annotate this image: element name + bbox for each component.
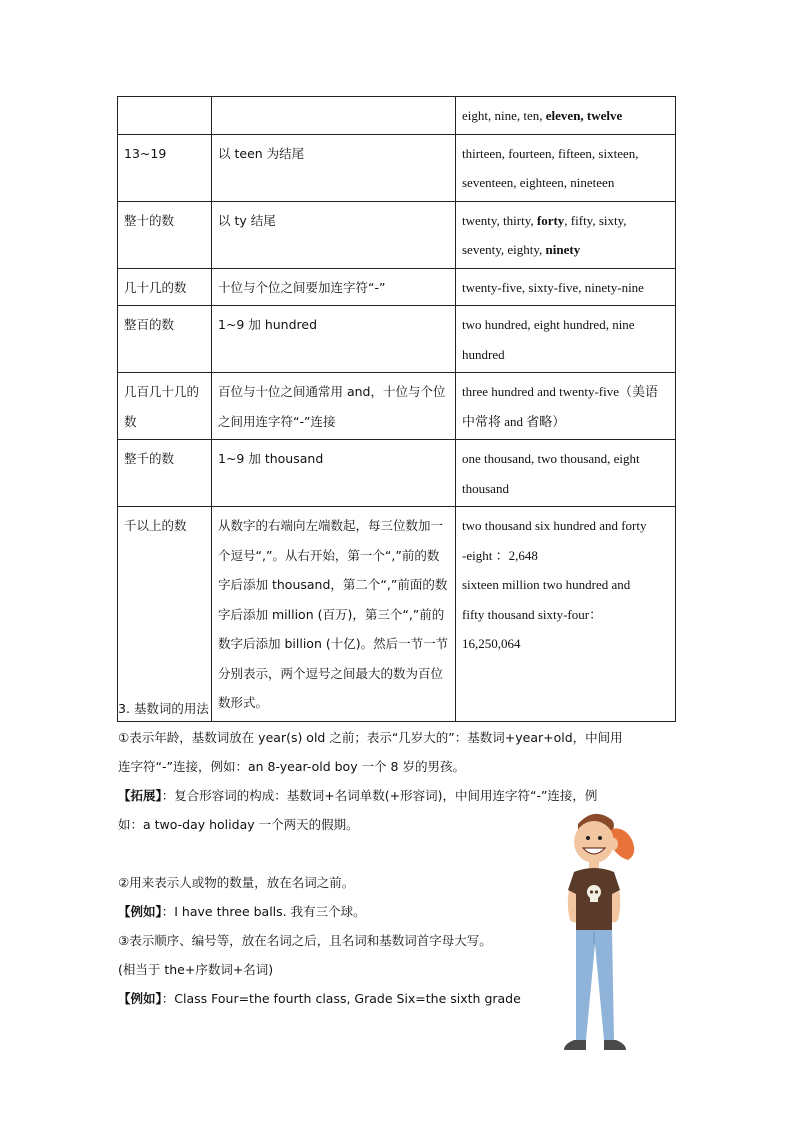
example-text: ninety	[545, 242, 581, 257]
table-row	[118, 97, 676, 135]
example-text: one thousand, two thousand, eight thousand	[462, 451, 640, 496]
cardinal-numbers-table	[117, 96, 676, 722]
example-cell	[456, 268, 676, 306]
example-cell	[456, 373, 676, 440]
rule-cell: 百位与十位之间通常用 and，十位与个位之间用连字符“-”连接	[212, 373, 456, 440]
example-cell	[456, 306, 676, 373]
skull-icon	[587, 885, 601, 899]
example-text: eight, nine, ten,	[462, 108, 546, 123]
category-cell: 13~19	[118, 134, 212, 201]
example-line: 16,250,064	[462, 636, 521, 651]
note-line: (相当于 the+序数词+名词)	[118, 962, 274, 977]
tag-expand: 【拓展】	[118, 788, 162, 803]
rule-cell: 1~9 加 hundred	[212, 306, 456, 373]
rule-cell: 1~9 加 thousand	[212, 440, 456, 507]
rule-cell: 从数字的右端向左端数起，每三位数加一个逗号“,”。从右开始，第一个“,”前的数字后添加 thousand，第二个“,”前面的数字后添加 million (百万)，第三个“,”前的数字后添加 billion (十亿)。然后一节一节分别表示，两个逗号之间最大的数为百位数形式。	[212, 507, 456, 722]
example-line: sixteen million two hundred and	[462, 577, 631, 592]
tag-example: 【例如】	[118, 991, 162, 1006]
example-text: twenty, thirty,	[462, 212, 537, 228]
example-cell	[456, 201, 676, 268]
example-text: thirteen, fourteen, fifteen, sixteen, seventeen, eighteen, nineteen	[462, 145, 639, 190]
table-row	[118, 507, 676, 722]
tag-example: 【例如】	[118, 904, 162, 919]
rule-cell: 以 ty 结尾	[212, 201, 456, 268]
example-line: two thousand six hundred and forty	[462, 518, 647, 533]
category-cell: 千以上的数	[118, 507, 212, 722]
table-row	[118, 134, 676, 201]
category-cell: 几百几十几的数	[118, 373, 212, 440]
category-cell: 几十几的数	[118, 268, 212, 306]
category-cell: 整千的数	[118, 440, 212, 507]
section-heading: 3. 基数词的用法	[118, 701, 209, 716]
example-text: forty	[536, 212, 565, 228]
cartoon-boy-illustration	[548, 808, 648, 1060]
example-cell	[456, 440, 676, 507]
note-line: ①表示年龄，基数词放在 year(s) old 之前；表示“几岁大的”：基数词+year+old，中间用	[118, 730, 623, 745]
example-text: twenty-five, sixty-five, ninety-nine	[462, 279, 644, 295]
table-row	[118, 440, 676, 507]
table-row	[118, 306, 676, 373]
example-text: , fifty, sixty, seventy, eighty,	[462, 212, 627, 257]
example-line: fifty thousand sixty-four：	[462, 606, 603, 622]
note-line: ②用来表示人或物的数量，放在名词之前。	[118, 875, 355, 890]
example-cell	[456, 507, 676, 722]
table-row	[118, 201, 676, 268]
table-row	[118, 373, 676, 440]
note-line: 连字符“-”连接，例如：an 8-year-old boy 一个 8 岁的男孩。	[118, 759, 465, 774]
rule-cell: 以 teen 为结尾	[212, 134, 456, 201]
example-cell	[456, 134, 676, 201]
rule-cell: 十位与个位之间要加连字符“-”	[212, 268, 456, 306]
table-row	[118, 268, 676, 306]
category-cell	[118, 97, 212, 135]
note-line: 【例如】：I have three balls. 我有三个球。	[118, 904, 366, 919]
category-cell: 整百的数	[118, 306, 212, 373]
rule-cell	[212, 97, 456, 135]
example-text: two hundred, eight hundred, nine hundred	[462, 317, 635, 362]
note-line: 【例如】：Class Four=the fourth class, Grade Six=the sixth grade	[118, 991, 521, 1006]
category-cell: 整十的数	[118, 201, 212, 268]
note-line: ③表示顺序、编号等，放在名词之后，且名词和基数词首字母大写。	[118, 933, 492, 948]
example-text: three hundred and twenty-five（美语中常将 and 省略）	[462, 384, 659, 429]
example-text: eleven, twelve	[545, 108, 623, 123]
note-line: 如：a two-day holiday 一个两天的假期。	[118, 817, 359, 832]
note-line: 【拓展】：复合形容词的构成：基数词+名词单数(+形容词)，中间用连字符“-”连接，例	[118, 788, 598, 803]
example-cell	[456, 97, 676, 135]
example-line: -eight ：2,648	[462, 547, 538, 563]
